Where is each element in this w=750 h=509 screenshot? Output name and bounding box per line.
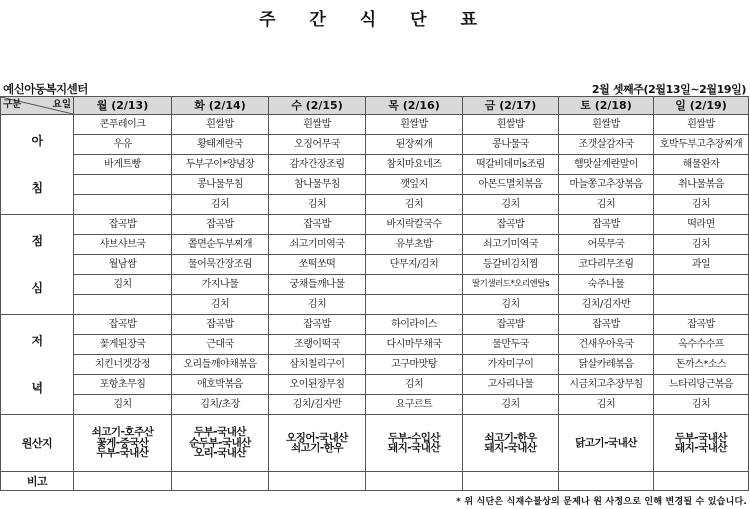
origin-line: 쇠고기-한우 [290, 442, 344, 454]
menu-cell: 잡곡밥 [172, 215, 269, 235]
menu-cell: 김치 [269, 195, 366, 215]
menu-cell: 떡갈비데미s조림 [463, 155, 559, 175]
origin-row [1, 415, 749, 472]
note-label: 비고 [1, 472, 74, 491]
menu-row [1, 335, 749, 355]
menu-cell [366, 275, 463, 295]
note-cell [654, 472, 749, 491]
corner-label-day: 요일 [52, 99, 71, 110]
menu-cell: 김치 [463, 195, 559, 215]
meal-label-top: 점 [31, 233, 43, 248]
origin-label: 원산지 [1, 415, 74, 472]
menu-cell: 잡곡밥 [654, 315, 749, 335]
note-cell [463, 472, 559, 491]
menu-cell: 가자미구이 [463, 355, 559, 375]
note-row [1, 472, 749, 491]
menu-cell: 참나물무침 [269, 175, 366, 195]
menu-cell: 요구르트 [366, 395, 463, 415]
menu-cell: 김치 [269, 295, 366, 315]
origin-cell [366, 415, 463, 472]
menu-cell: 김치 [654, 235, 749, 255]
menu-cell: 잡곡밥 [74, 215, 172, 235]
menu-cell: 흰쌀밥 [269, 115, 366, 135]
menu-cell: 오이된장무침 [269, 375, 366, 395]
menu-cell: 오징어무국 [269, 135, 366, 155]
menu-cell: 돈까스*소스 [654, 355, 749, 375]
menu-cell: 잡곡밥 [463, 315, 559, 335]
menu-cell: 잡곡밥 [269, 315, 366, 335]
menu-cell: 흰쌀밥 [366, 115, 463, 135]
menu-row [1, 395, 749, 415]
footnote: * 위 식단은 식재수불상의 문제나 원 사정으로 인해 변경될 수 있습니다. [456, 497, 747, 507]
origin-line: 순두부-국내산 [189, 436, 251, 449]
menu-cell: 김치 [172, 295, 269, 315]
origin-line: 쇠고기-한우 [484, 431, 537, 444]
menu-cell: 감자간장조림 [269, 155, 366, 175]
menu-cell: 과일 [654, 255, 749, 275]
menu-row [1, 215, 749, 235]
origin-line: 돼지-국내산 [674, 442, 728, 454]
origin-cell [172, 415, 269, 472]
menu-row [1, 275, 749, 295]
menu-cell: 바게트빵 [74, 155, 172, 175]
meal-label [1, 315, 74, 415]
origin-line: 두부-국내산 [674, 431, 728, 444]
menu-cell: 햄맛살계란말이 [559, 155, 654, 175]
menu-cell: 깻잎지 [366, 175, 463, 195]
menu-cell: 콩나물국 [463, 135, 559, 155]
menu-cell: 꽃게된장국 [74, 335, 172, 355]
menu-cell: 근대국 [172, 335, 269, 355]
week-range: 2월 셋째주(2월13일~2월19일) [591, 83, 746, 96]
menu-cell: 고구마맛탕 [366, 355, 463, 375]
menu-cell: 샤브샤브국 [74, 235, 172, 255]
menu-cell: 잡곡밥 [74, 315, 172, 335]
meal-label [1, 115, 74, 215]
menu-cell: 흰쌀밥 [559, 115, 654, 135]
origin-line: 오징어-국내산 [286, 431, 348, 444]
meal-label-bottom: 심 [31, 281, 43, 296]
menu-cell: 삼치칠리구이 [269, 355, 366, 375]
corner-label-category: 구분 [3, 99, 22, 110]
day-header: 목 (2/16) [366, 97, 463, 115]
menu-cell: 김치 [463, 395, 559, 415]
menu-cell: 김치/초장 [172, 395, 269, 415]
origin-line: 꽃게-중국산 [96, 436, 149, 449]
menu-cell: 콩나물무침 [172, 175, 269, 195]
menu-row [1, 155, 749, 175]
menu-cell: 흰쌀밥 [463, 115, 559, 135]
menu-cell: 김치 [654, 195, 749, 215]
menu-cell: 닭살카레볶음 [559, 355, 654, 375]
menu-cell: 황태계란국 [172, 135, 269, 155]
center-name: 예신아동복지센터 [3, 82, 88, 96]
day-header: 월 (2/13) [74, 97, 172, 115]
menu-cell: 포항초무침 [74, 375, 172, 395]
menu-row [1, 295, 749, 315]
menu-cell: 김치 [559, 395, 654, 415]
menu-cell: 잡곡밥 [463, 215, 559, 235]
menu-row [1, 255, 749, 275]
menu-cell: 취나물볶음 [654, 175, 749, 195]
menu-cell: 호박두부고추장찌개 [654, 135, 749, 155]
menu-cell: 흰쌀밥 [172, 115, 269, 135]
meal-label-bottom: 녁 [31, 381, 43, 396]
origin-cell [559, 415, 654, 472]
menu-cell: 김치/김자반 [269, 395, 366, 415]
header-row [1, 97, 749, 115]
menu-cell: 흰쌀밥 [654, 115, 749, 135]
menu-cell: 시금치고추장무침 [559, 375, 654, 395]
corner-cell [1, 97, 74, 115]
origin-line: 쇠고기-호주산 [91, 426, 154, 439]
menu-cell: 우유 [74, 135, 172, 155]
menu-cell: 잡곡밥 [559, 315, 654, 335]
menu-cell: 된장찌개 [366, 135, 463, 155]
menu-cell: 김치 [74, 395, 172, 415]
menu-cell: 조랭이떡국 [269, 335, 366, 355]
menu-cell: 어묵무국 [559, 235, 654, 255]
menu-row [1, 135, 749, 155]
menu-cell: 단무지/김치 [366, 255, 463, 275]
meal-label-top: 저 [31, 333, 43, 348]
menu-cell: 다시마무채국 [366, 335, 463, 355]
page-title: 주 간 식 단 표 [259, 10, 491, 30]
menu-cell: 가지나물 [172, 275, 269, 295]
menu-cell: 콘푸레이크 [74, 115, 172, 135]
menu-cell: 건새우아욱국 [559, 335, 654, 355]
meal-label [1, 215, 74, 315]
note-cell [172, 472, 269, 491]
menu-cell: 두부구이*양념장 [172, 155, 269, 175]
note-cell [559, 472, 654, 491]
menu-cell: 쇠고기미역국 [463, 235, 559, 255]
menu-cell: 잡곡밥 [559, 215, 654, 235]
origin-cell [654, 415, 749, 472]
menu-cell [654, 275, 749, 295]
origin-line: 두부-국내산 [96, 447, 149, 460]
origin-line: 닭고기-국내산 [575, 436, 637, 449]
menu-cell: 김치 [559, 195, 654, 215]
origin-line: 돼지-국내산 [484, 442, 537, 454]
note-cell [269, 472, 366, 491]
menu-cell: 애호박볶음 [172, 375, 269, 395]
menu-cell: 옥수수수프 [654, 335, 749, 355]
menu-cell: 조갯살감자국 [559, 135, 654, 155]
note-cell [74, 472, 172, 491]
menu-row [1, 175, 749, 195]
menu-cell: 딸기샐러드*오리엔탈s [463, 275, 559, 295]
menu-cell: 김치 [654, 395, 749, 415]
menu-cell: 고사리나물 [463, 375, 559, 395]
menu-cell: 코다리무조림 [559, 255, 654, 275]
menu-row [1, 375, 749, 395]
origin-line: 돼지-국내산 [387, 442, 441, 454]
menu-cell: 물만두국 [463, 335, 559, 355]
menu-cell: 참치마요네즈 [366, 155, 463, 175]
menu-cell: 김치 [172, 195, 269, 215]
menu-row [1, 235, 749, 255]
meal-label-top: 아 [31, 133, 43, 148]
menu-cell: 아몬드멸치볶음 [463, 175, 559, 195]
day-header: 화 (2/14) [172, 97, 269, 115]
menu-cell: 물어묵간장조림 [172, 255, 269, 275]
menu-cell: 쇠고기미역국 [269, 235, 366, 255]
menu-cell: 김치/김자반 [559, 295, 654, 315]
menu-cell: 바지락칼국수 [366, 215, 463, 235]
day-header: 일 (2/19) [654, 97, 749, 115]
day-header: 토 (2/18) [559, 97, 654, 115]
menu-cell: 잡곡밥 [172, 315, 269, 335]
menu-cell: 하이라이스 [366, 315, 463, 335]
menu-cell: 쏘떡쏘떡 [269, 255, 366, 275]
day-header: 금 (2/17) [463, 97, 559, 115]
day-header: 수 (2/15) [269, 97, 366, 115]
weekly-menu-table [0, 96, 749, 491]
menu-row [1, 355, 749, 375]
menu-cell [74, 295, 172, 315]
menu-cell [654, 295, 749, 315]
menu-cell: 잡곡밥 [269, 215, 366, 235]
menu-cell: 마늘쫑고추장볶음 [559, 175, 654, 195]
origin-cell [74, 415, 172, 472]
origin-cell [463, 415, 559, 472]
menu-cell [74, 195, 172, 215]
origin-line: 두부-수입산 [387, 431, 441, 444]
menu-cell: 김치 [366, 195, 463, 215]
menu-cell [366, 295, 463, 315]
menu-cell: 월남쌈 [74, 255, 172, 275]
menu-cell: 김치 [366, 375, 463, 395]
menu-cell: 김치 [74, 275, 172, 295]
origin-line: 오리-국내산 [193, 447, 247, 460]
menu-cell: 치킨너겟강정 [74, 355, 172, 375]
menu-cell: 느타리당근볶음 [654, 375, 749, 395]
menu-cell: 떡라면 [654, 215, 749, 235]
menu-row [1, 115, 749, 135]
origin-cell [269, 415, 366, 472]
menu-cell: 오리들깨야채볶음 [172, 355, 269, 375]
menu-cell: 해물완자 [654, 155, 749, 175]
meal-label-bottom: 침 [31, 181, 43, 196]
menu-cell: 숙주나물 [559, 275, 654, 295]
menu-cell: 유부초밥 [366, 235, 463, 255]
menu-row [1, 315, 749, 335]
menu-row [1, 195, 749, 215]
menu-cell [74, 175, 172, 195]
origin-line: 두부-국내산 [193, 426, 247, 439]
note-cell [366, 472, 463, 491]
menu-cell: 등갈비김치찜 [463, 255, 559, 275]
menu-cell: 쫄면순두부찌개 [172, 235, 269, 255]
menu-cell: 김치 [463, 295, 559, 315]
menu-cell: 궁채들깨나물 [269, 275, 366, 295]
